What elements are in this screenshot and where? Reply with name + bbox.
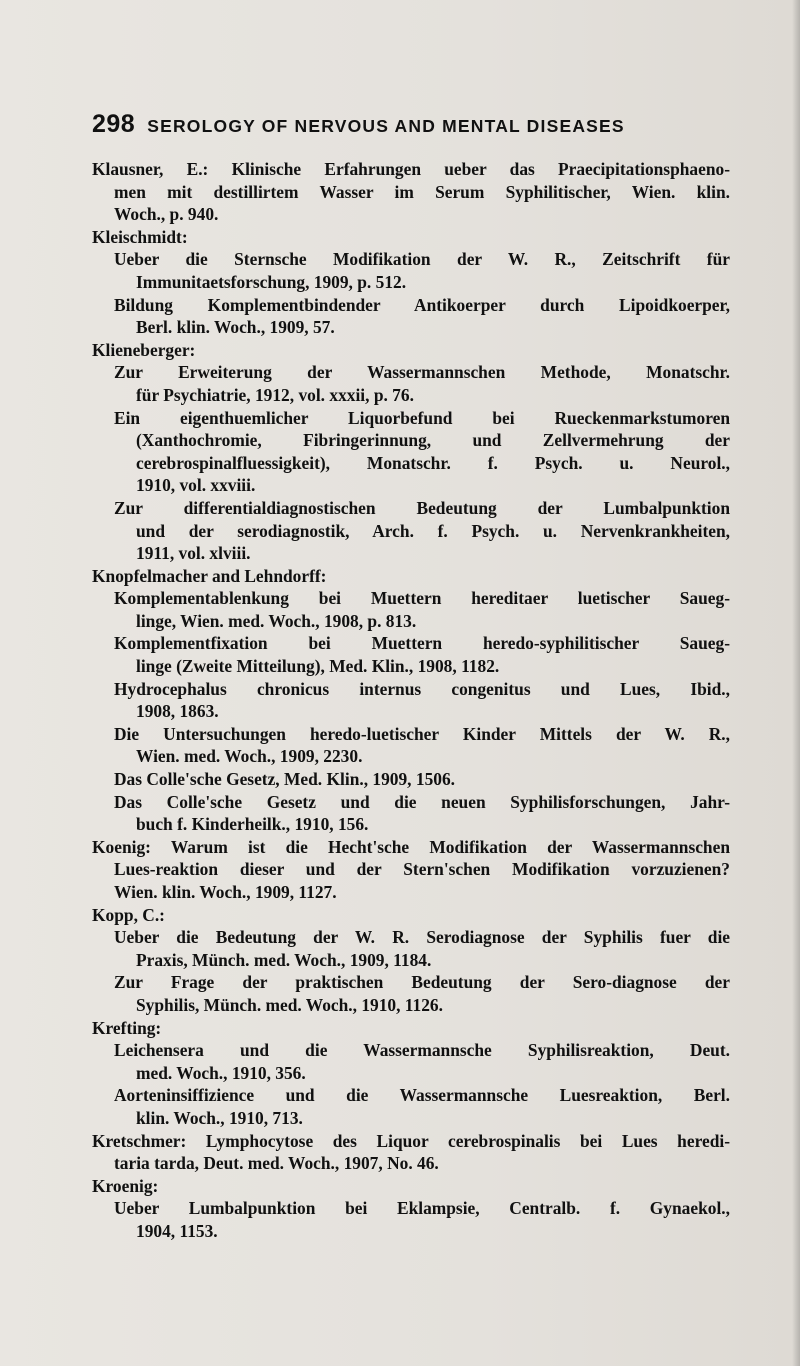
entry-citation-line: Bildung Komplementbindender Antikoerper durch Lipoidkoerper, bbox=[114, 294, 730, 315]
entry-author-line: Koenig: Warum ist die Hecht'sche Modifikation der Wassermannschen bbox=[92, 836, 730, 857]
entry-citation-line: Syphilis, Münch. med. Woch., 1910, 1126. bbox=[136, 994, 443, 1015]
bibliography-text bbox=[92, 158, 730, 1243]
entry-citation-line: Ueber die Bedeutung der W. R. Serodiagnose der Syphilis fuer die bbox=[114, 927, 730, 948]
entry-citation-line: taria tarda, Deut. med. Woch., 1907, No. 46. bbox=[114, 1153, 439, 1174]
page-edge-shadow bbox=[792, 0, 800, 1366]
entry-citation-line: klin. Woch., 1910, 713. bbox=[136, 1107, 303, 1128]
entry-citation-line: 1910, vol. xxviii. bbox=[136, 475, 256, 496]
entry-citation-line: für Psychiatrie, 1912, vol. xxxii, p. 76. bbox=[136, 384, 414, 405]
entry-citation-line: Ein eigenthuemlicher Liquorbefund bei Rueckenmarkstumoren bbox=[114, 407, 730, 428]
entry-citation-line: Hydrocephalus chronicus internus congenitus und Lues, Ibid., bbox=[114, 678, 730, 699]
entry-citation-line: (Xanthochromie, Fibringerinnung, und Zellvermehrung der bbox=[136, 430, 730, 451]
entry-author-line: Kretschmer: Lymphocytose des Liquor cerebrospinalis bei Lues heredi- bbox=[92, 1130, 730, 1151]
entry-citation-line: linge, Wien. med. Woch., 1908, p. 813. bbox=[136, 610, 417, 631]
entry-citation-line: Woch., p. 940. bbox=[114, 204, 219, 225]
entry-citation-line: Berl. klin. Woch., 1909, 57. bbox=[136, 317, 335, 338]
entry-citation-line: med. Woch., 1910, 356. bbox=[136, 1062, 306, 1083]
entry-citation-line: Wien. med. Woch., 1909, 2230. bbox=[136, 746, 363, 767]
entry-author-line: Kroenig: bbox=[92, 1175, 159, 1196]
entry-author-line: Kopp, C.: bbox=[92, 904, 165, 925]
entry-citation-line: Lues-reaktion dieser und der Stern'schen Modifikation vorzuzienen? bbox=[114, 859, 730, 880]
entry-author-line: Knopfelmacher and Lehndorff: bbox=[92, 565, 327, 586]
entry-citation-line: Komplementfixation bei Muettern heredo-syphilitischer Saueg- bbox=[114, 633, 730, 654]
entry-citation-line: cerebrospinalfluessigkeit), Monatschr. f. Psych. u. Neurol., bbox=[136, 452, 730, 473]
entry-citation-line: Ueber die Sternsche Modifikation der W. R., Zeitschrift für bbox=[114, 249, 730, 270]
entry-citation-line: Das Colle'sche Gesetz, Med. Klin., 1909, 1506. bbox=[114, 769, 456, 790]
entry-citation-line: Wien. klin. Woch., 1909, 1127. bbox=[114, 882, 337, 902]
entry-citation-line: linge (Zweite Mitteilung), Med. Klin., 1908, 1182. bbox=[136, 656, 500, 677]
entry-citation-line: 1911, vol. xlviii. bbox=[136, 543, 251, 564]
entry-citation-line: Aorteninsiffizience und die Wassermannsche Luesreaktion, Berl. bbox=[114, 1085, 730, 1106]
entry-citation-line: Leichensera und die Wassermannsche Syphilisreaktion, Deut. bbox=[114, 1040, 730, 1061]
entry-citation-line: Zur differentialdiagnostischen Bedeutung der Lumbalpunktion bbox=[114, 497, 730, 518]
entry-author-line: Klausner, E.: Klinische Erfahrungen ueber das Praecipitationsphaeno- bbox=[92, 159, 730, 179]
entry-citation-line: und der serodiagnostik, Arch. f. Psych. u. Nervenkrankheiten, bbox=[136, 520, 730, 541]
entry-citation-line: 1904, 1153. bbox=[136, 1220, 218, 1241]
entry-citation-line: Komplementablenkung bei Muettern hereditaer luetischer Saueg- bbox=[114, 588, 730, 609]
entry-author-line: Krefting: bbox=[92, 1017, 162, 1038]
entry-citation-line: Ueber Lumbalpunktion bei Eklampsie, Centralb. f. Gynaekol., bbox=[114, 1198, 730, 1219]
entry-citation-line: Immunitaetsforschung, 1909, p. 512. bbox=[136, 271, 407, 292]
running-title: SEROLOGY OF NERVOUS AND MENTAL DISEASES bbox=[147, 116, 625, 136]
page-header bbox=[92, 110, 732, 146]
entry-citation-line: Praxis, Münch. med. Woch., 1909, 1184. bbox=[136, 949, 432, 970]
entry-citation-line: Die Untersuchungen heredo-luetischer Kinder Mittels der W. R., bbox=[114, 723, 730, 744]
entry-citation-line: Das Colle'sche Gesetz und die neuen Syphilisforschungen, Jahr- bbox=[114, 791, 730, 812]
entry-citation-line: buch f. Kinderheilk., 1910, 156. bbox=[136, 814, 369, 835]
entry-author-line: Kleischmidt: bbox=[92, 226, 188, 247]
entry-author-line: Klieneberger: bbox=[92, 339, 196, 360]
entry-citation-line: Zur Erweiterung der Wassermannschen Methode, Monatschr. bbox=[114, 362, 730, 383]
entry-citation-line: Zur Frage der praktischen Bedeutung der Sero-diagnose der bbox=[114, 972, 730, 993]
entry-citation-line: 1908, 1863. bbox=[136, 701, 219, 722]
entry-citation-line: men mit destillirtem Wasser im Serum Syphilitischer, Wien. klin. bbox=[114, 181, 730, 202]
page-number: 298 bbox=[92, 110, 136, 138]
